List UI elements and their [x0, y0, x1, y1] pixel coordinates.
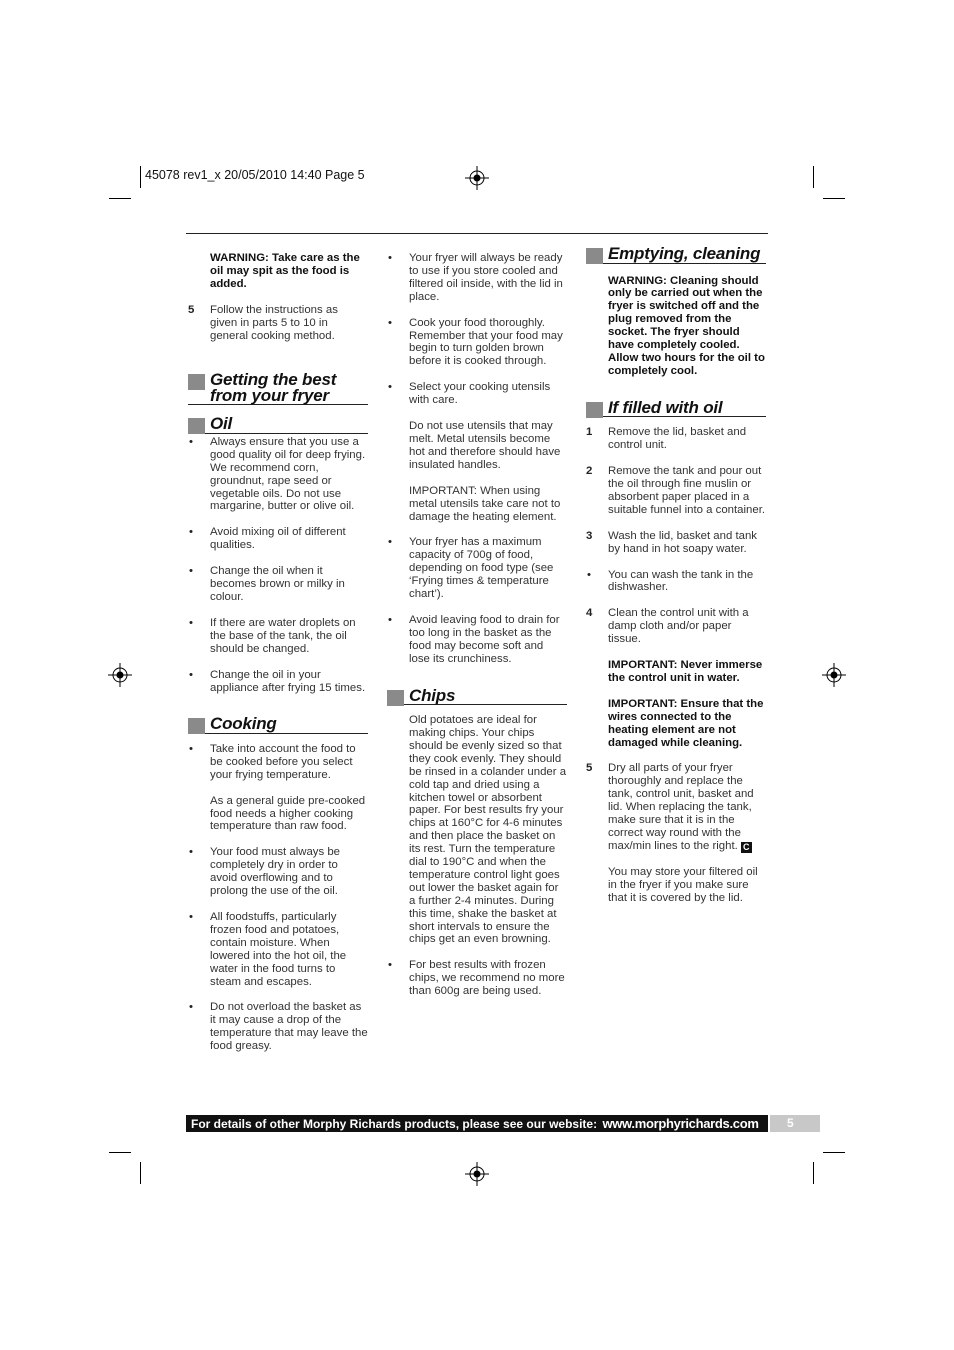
list-item: [387, 317, 567, 369]
step-number: 5: [188, 303, 195, 316]
bullet: •: [189, 1001, 193, 1014]
heading-square-icon: [387, 690, 404, 706]
list-item: [387, 252, 567, 304]
list-item-text: Do not overload the basket as it may cause a drop of the temperature that may leave the food greasy.: [210, 1001, 368, 1053]
list-item-note: As a general guide pre-cooked food needs a higher cooking temperature than raw food.: [210, 794, 366, 833]
step-number: 1: [586, 426, 593, 439]
footer-text: For details of other Morphy Richards products, please see our website:: [191, 1117, 598, 1131]
heading-text: If filled with oil: [608, 397, 723, 417]
list-item-text: Change the oil in your appliance after frying 15 times.: [210, 668, 366, 694]
list-item: [188, 1001, 368, 1053]
crop-mark: [140, 1162, 141, 1184]
store-oil-note: You may store your filtered oil in the fryer if you make sure that it is covered by the lid.: [608, 865, 758, 904]
chips-paragraph: Old potatoes are ideal for making chips. Your chips should be evenly sized so that they cook evenly. They should be rinsed in a colander under a cold tap and dried using a kitchen towel or absorbent paper. For best results fry your chips at 160°C for 4-6 minutes and then place the basket on its rest. Turn the temperature dial to 190°C and when the temperature control light goes out lower the basket again for a further 2-4 minutes. During this time, shake the basket at short intervals to ensure the chips get an even browning.: [409, 714, 567, 946]
page-number: 5: [770, 1115, 820, 1132]
footer-bar: [186, 1115, 768, 1132]
figure-c-icon: C: [741, 842, 752, 853]
crop-mark: [823, 1152, 845, 1153]
step-number: 4: [586, 607, 593, 620]
bullet: •: [189, 616, 193, 629]
heading-square-icon: [188, 418, 205, 434]
bullet: •: [388, 316, 392, 329]
heading-text: Getting the best from your fryer: [210, 370, 337, 405]
heading-square-icon: [586, 402, 603, 418]
bullet: •: [388, 613, 392, 626]
step-text: Remove the lid, basket and control unit.: [608, 426, 747, 452]
step-1: [586, 426, 766, 452]
registration-mark-icon: [465, 1162, 489, 1186]
heading-square-icon: [586, 248, 603, 264]
list-item: [188, 911, 368, 988]
list-item-text: Your food must always be completely dry in order to avoid overflowing and to prolong the use of the oil.: [210, 846, 341, 898]
heading-square-icon: [188, 374, 205, 390]
bullet: •: [189, 911, 193, 923]
step-5: [188, 304, 368, 343]
list-item-text: Change the oil when it becomes brown or milky in colour.: [210, 565, 345, 603]
list-item-text: Cook your food thoroughly. Remember that your food may begin to turn golden brown before it is cooked through.: [409, 316, 563, 368]
list-item-text: For best results with frozen chips, we recommend no more than 600g are being used.: [409, 959, 565, 998]
bullet: •: [189, 526, 193, 539]
bullet: •: [388, 536, 392, 549]
list-item-text: Always ensure that you use a good quality oil for deep frying. We recommend corn, groundnut, rape seed or vegetable oils. Do not use margarine, butter or olive oil.: [210, 435, 366, 513]
crop-mark: [109, 198, 131, 199]
section-heading-oil: [188, 416, 368, 434]
list-item: [188, 526, 368, 552]
step-2: [586, 465, 766, 517]
list-item-text: Your fryer will always be ready to use if you store cooled and filtered oil inside, with the lid in place.: [409, 252, 563, 303]
list-item: [188, 743, 368, 782]
heading-text: Emptying, cleaning: [608, 244, 761, 263]
bullet: •: [388, 252, 392, 264]
step-number: 2: [586, 465, 593, 478]
column-1: [188, 252, 368, 1053]
heading-square-icon: [188, 718, 205, 734]
step-text: Remove the tank and pour out the oil through fine muslin or absorbent paper placed in a suitable funnel into a container.: [608, 465, 766, 516]
step-number: 3: [586, 529, 593, 542]
step-text: Clean the control unit with a damp cloth and/or paper tissue.: [608, 607, 749, 646]
list-item-text: Avoid mixing oil of different qualities.: [210, 526, 346, 552]
list-item: [586, 569, 766, 595]
column-2: [387, 252, 567, 998]
list-item-text: You can wash the tank in the dishwasher.: [608, 568, 754, 594]
crop-mark: [140, 166, 141, 188]
list-item: [387, 536, 567, 601]
step-number: 5: [586, 762, 593, 775]
warning-oil-spit: WARNING: Take care as the oil may spit as the food is added.: [210, 252, 360, 290]
bullet: •: [189, 742, 193, 755]
registration-mark-icon: [822, 663, 846, 687]
section-heading-getting-best: [188, 372, 368, 405]
bullet: •: [189, 846, 193, 859]
warning-cleaning: WARNING: Cleaning should only be carried out when the fryer is switched off and the plug removed from the socket. The fryer should have completely cooled. Allow two hours for the oil to completely cool.: [608, 274, 765, 377]
list-item: [387, 614, 567, 666]
step-4: [586, 607, 766, 646]
step-text: Dry all parts of your fryer thoroughly and replace the tank, control unit, basket and lid. When replacing the tank, make sure that it is in the correct way round with the max/min lines to the right.: [608, 762, 754, 852]
list-item-text: If there are water droplets on the base of the tank, the oil should be changed.: [210, 616, 356, 655]
list-item: [188, 565, 368, 604]
step-5: [586, 762, 766, 852]
bullet: •: [189, 565, 193, 578]
crop-mark: [813, 166, 814, 188]
bullet: •: [587, 568, 591, 581]
section-heading-emptying: [586, 246, 766, 264]
list-item: [188, 669, 368, 695]
bullet: •: [388, 381, 392, 394]
section-heading-if-filled: [586, 397, 766, 418]
list-item-note: Do not use utensils that may melt. Metal utensils become hot and therefore should have insulated handles.: [409, 420, 561, 471]
website-link[interactable]: www.morphyrichards.com: [602, 1116, 759, 1131]
step-3: [586, 530, 766, 556]
list-item: [188, 846, 368, 898]
heading-text: Cooking: [210, 714, 277, 734]
crop-mark: [823, 198, 845, 199]
important-never-immerse: IMPORTANT: Never immerse the control unit in water.: [608, 659, 763, 684]
crop-mark: [813, 1162, 814, 1184]
bullet: •: [388, 959, 392, 972]
section-heading-cooking: [188, 716, 368, 734]
bullet: •: [189, 668, 193, 681]
registration-mark-icon: [465, 166, 489, 190]
print-slug: 45078 rev1_x 20/05/2010 14:40 Page 5: [145, 168, 365, 182]
heading-text: Oil: [210, 414, 233, 434]
heading-text: Chips: [409, 685, 456, 705]
step-text: Wash the lid, basket and tank by hand in hot soapy water.: [608, 529, 758, 555]
step-text: Follow the instructions as given in parts 5 to 10 in general cooking method.: [210, 303, 338, 342]
list-item: [188, 436, 368, 513]
list-item: [188, 617, 368, 656]
column-3: [586, 246, 766, 905]
top-rule: [186, 233, 768, 234]
list-item: [387, 959, 567, 998]
list-item-text: Avoid leaving food to drain for too long in the basket as the food may become soft and lose its crunchiness.: [409, 613, 560, 665]
list-item: [387, 381, 567, 407]
registration-mark-icon: [108, 663, 132, 687]
section-heading-chips: [387, 685, 567, 706]
bullet: •: [189, 435, 193, 448]
list-item-text: All foodstuffs, particularly frozen food and potatoes, contain moisture. When lowered into the hot oil, the water in the food turns to steam and escapes.: [210, 911, 347, 988]
list-item-text: Take into account the food to be cooked before you select your frying temperature.: [210, 742, 356, 781]
list-item-text: Your fryer has a maximum capacity of 700g of food, depending on food type (see ‘Frying times & temperature chart’).: [409, 536, 554, 601]
important-wires: IMPORTANT: Ensure that the wires connected to the heating element are not damaged while cleaning.: [608, 697, 764, 749]
list-item-note: IMPORTANT: When using metal utensils take care not to damage the heating element.: [409, 484, 561, 523]
crop-mark: [109, 1152, 131, 1153]
list-item-text: Select your cooking utensils with care.: [409, 381, 551, 407]
